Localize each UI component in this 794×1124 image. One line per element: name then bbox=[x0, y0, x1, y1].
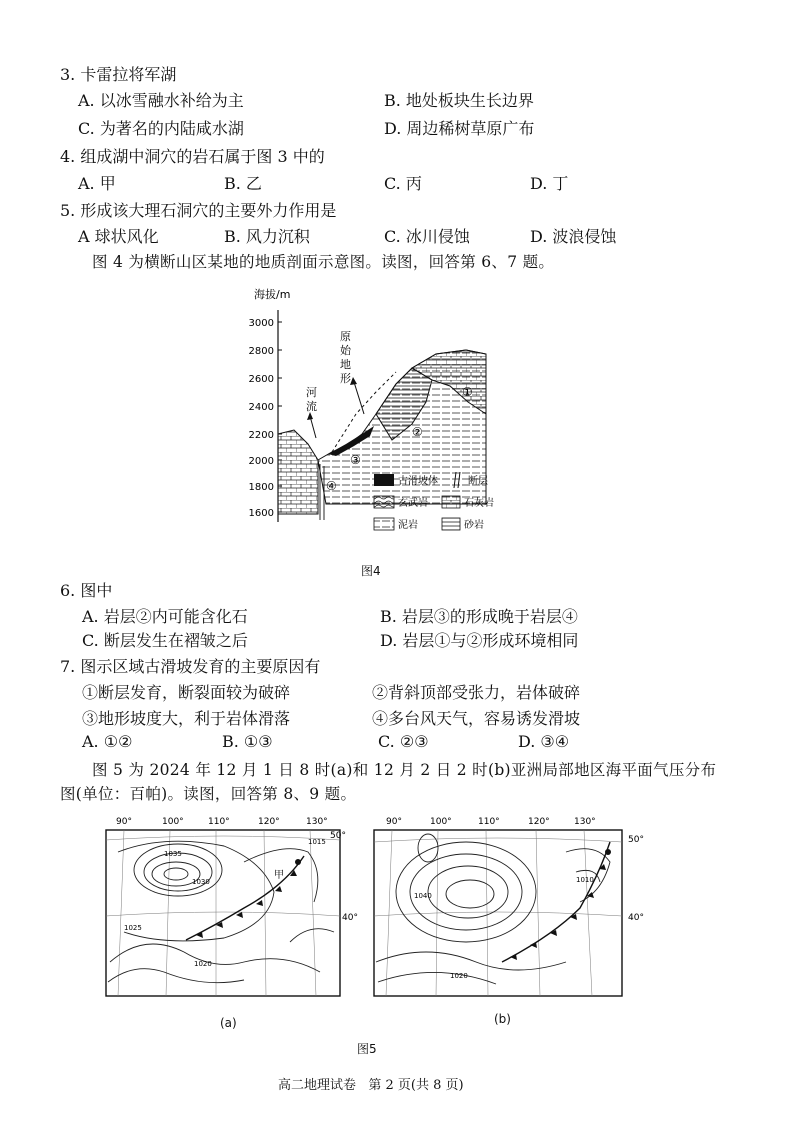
q6-option-c: C. 断层发生在褶皱之后 bbox=[82, 631, 248, 650]
svg-text:泥岩: 泥岩 bbox=[398, 520, 418, 531]
svg-text:1020: 1020 bbox=[450, 972, 468, 980]
q7-option-c: C. ②③ bbox=[378, 732, 429, 751]
fig4-intro: 图 4 为横断山区某地的地质剖面示意图。读图，回答第 6、7 题。 bbox=[92, 253, 555, 271]
q4-option-d: D. 丁 bbox=[530, 174, 569, 193]
svg-text:90°: 90° bbox=[386, 817, 402, 827]
q7-item-1: ①断层发育，断裂面较为破碎 bbox=[82, 683, 291, 702]
fig4-original-arrow bbox=[354, 382, 364, 414]
fig5b-isobar-labels bbox=[414, 876, 594, 980]
svg-text:1015: 1015 bbox=[308, 838, 326, 846]
fig5-intro-line2: 图(单位：百帕)。读图，回答第 8、9 题。 bbox=[60, 785, 357, 803]
fig4-ticks bbox=[249, 318, 282, 519]
fig4-original-label bbox=[340, 330, 352, 385]
svg-text:100°: 100° bbox=[162, 817, 184, 827]
fig5a-sublabel: (a) bbox=[220, 1016, 237, 1030]
fig5a-lat-50: 50° bbox=[330, 831, 346, 841]
fig5b-isobars bbox=[376, 834, 610, 984]
q3-option-d: D. 周边稀树草原广布 bbox=[384, 119, 535, 138]
fig5a-location-jia: 甲 bbox=[274, 870, 284, 881]
fig4-layer-4: ④ bbox=[326, 479, 337, 493]
q6-stem: 6. 图中 bbox=[60, 581, 113, 600]
q5-option-a: A 球状风化 bbox=[78, 227, 159, 246]
fig4-cross-section bbox=[236, 284, 526, 556]
fig4-layer-1: ① bbox=[462, 385, 473, 399]
q6-option-b: B. 岩层③的形成晚于岩层④ bbox=[380, 607, 578, 626]
svg-text:地: 地 bbox=[340, 358, 351, 371]
q7-stem: 7. 图示区域古滑坡发育的主要原因有 bbox=[60, 657, 321, 676]
svg-text:原: 原 bbox=[340, 330, 351, 343]
svg-text:2800: 2800 bbox=[248, 346, 274, 357]
q7-item-3: ③地形坡度大，利于岩体滑落 bbox=[82, 709, 291, 728]
svg-text:130°: 130° bbox=[574, 817, 596, 827]
fig5a-lat-40: 40° bbox=[342, 913, 358, 923]
svg-text:古滑坡体: 古滑坡体 bbox=[398, 476, 438, 487]
fig5a-longitude-labels bbox=[116, 817, 328, 827]
svg-text:3000: 3000 bbox=[248, 318, 274, 329]
page-footer: 高二地理试卷 第 2 页(共 8 页) bbox=[278, 1078, 464, 1093]
fig5b-frame bbox=[374, 830, 622, 996]
svg-text:河: 河 bbox=[306, 386, 317, 399]
svg-text:1010: 1010 bbox=[576, 876, 594, 884]
svg-text:110°: 110° bbox=[478, 817, 500, 827]
q5-option-b: B. 风力沉积 bbox=[224, 227, 310, 246]
q7-option-a: A. ①② bbox=[82, 732, 133, 751]
fig5a-isobar-labels bbox=[124, 838, 326, 968]
svg-text:120°: 120° bbox=[528, 817, 550, 827]
fig5b-pressure-map bbox=[366, 812, 646, 1002]
q7-option-d: D. ③④ bbox=[518, 732, 570, 751]
svg-text:1035: 1035 bbox=[164, 850, 182, 858]
q3-option-c: C. 为著名的内陆咸水湖 bbox=[78, 119, 244, 138]
q6-option-d: D. 岩层①与②形成环境相同 bbox=[380, 631, 579, 650]
fig5b-cold-front bbox=[502, 842, 611, 962]
q3-option-b: B. 地处板块生长边界 bbox=[384, 91, 534, 110]
svg-text:断层: 断层 bbox=[468, 476, 488, 487]
q7-item-4: ④多台风天气，容易诱发滑坡 bbox=[372, 709, 581, 728]
svg-text:120°: 120° bbox=[258, 817, 280, 827]
fig5a-graticule bbox=[106, 830, 340, 996]
fig5b-longitude-labels bbox=[386, 817, 596, 827]
q4-option-b: B. 乙 bbox=[224, 174, 262, 193]
q5-stem: 5. 形成该大理石洞穴的主要外力作用是 bbox=[60, 201, 337, 220]
fig5b-lat-50: 50° bbox=[628, 835, 644, 845]
svg-text:石灰岩: 石灰岩 bbox=[464, 498, 494, 509]
fig4-layer-2: ② bbox=[412, 425, 423, 439]
fig5a-frame bbox=[106, 830, 340, 996]
q3-stem: 3. 卡雷拉将军湖 bbox=[60, 65, 177, 84]
svg-text:110°: 110° bbox=[208, 817, 230, 827]
svg-text:1025: 1025 bbox=[124, 924, 142, 932]
q4-option-a: A. 甲 bbox=[78, 174, 116, 193]
fig5-caption: 图5 bbox=[357, 1042, 377, 1056]
svg-text:1020: 1020 bbox=[194, 960, 212, 968]
svg-text:1040: 1040 bbox=[414, 892, 432, 900]
q4-option-c: C. 丙 bbox=[384, 174, 422, 193]
svg-text:1600: 1600 bbox=[248, 508, 274, 519]
fig5a-cold-front bbox=[186, 856, 304, 940]
q5-option-d: D. 波浪侵蚀 bbox=[530, 227, 617, 246]
svg-text:玄武岩: 玄武岩 bbox=[398, 498, 428, 509]
fig4-river-label bbox=[306, 386, 317, 413]
svg-text:形: 形 bbox=[340, 372, 351, 385]
fig4-y-axis-label: 海拔/m bbox=[254, 288, 291, 301]
fig4-layer-3: ③ bbox=[350, 453, 361, 467]
svg-text:始: 始 bbox=[340, 344, 351, 357]
fig4-caption: 图4 bbox=[361, 564, 381, 578]
fig4-left-limestone bbox=[278, 430, 318, 514]
fig5a-pressure-map bbox=[94, 812, 364, 1002]
svg-text:2200: 2200 bbox=[248, 430, 274, 441]
q5-option-c: C. 冰川侵蚀 bbox=[384, 227, 470, 246]
q3-option-a: A. 以冰雪融水补给为主 bbox=[78, 91, 244, 110]
svg-text:2400: 2400 bbox=[248, 402, 274, 413]
svg-text:砂岩: 砂岩 bbox=[464, 520, 484, 531]
fig5-intro-line1: 图 5 为 2024 年 12 月 1 日 8 时(a)和 12 月 2 日 2 时(b)亚洲局部地区海平面气压分布 bbox=[92, 761, 717, 779]
svg-text:90°: 90° bbox=[116, 817, 132, 827]
fig5b-sublabel: (b) bbox=[494, 1012, 511, 1026]
svg-text:1800: 1800 bbox=[248, 482, 274, 493]
q4-stem: 4. 组成湖中洞穴的岩石属于图 3 中的 bbox=[60, 147, 325, 166]
fig5b-graticule bbox=[374, 830, 622, 996]
svg-text:2000: 2000 bbox=[248, 456, 274, 467]
q6-option-a: A. 岩层②内可能含化石 bbox=[82, 607, 248, 626]
q7-option-b: B. ①③ bbox=[222, 732, 273, 751]
svg-text:1030: 1030 bbox=[192, 878, 210, 886]
q7-item-2: ②背斜顶部受张力，岩体破碎 bbox=[372, 683, 581, 702]
svg-text:流: 流 bbox=[306, 400, 317, 413]
fig5b-lat-40: 40° bbox=[628, 913, 644, 923]
svg-text:130°: 130° bbox=[306, 817, 328, 827]
svg-text:100°: 100° bbox=[430, 817, 452, 827]
svg-text:2600: 2600 bbox=[248, 374, 274, 385]
